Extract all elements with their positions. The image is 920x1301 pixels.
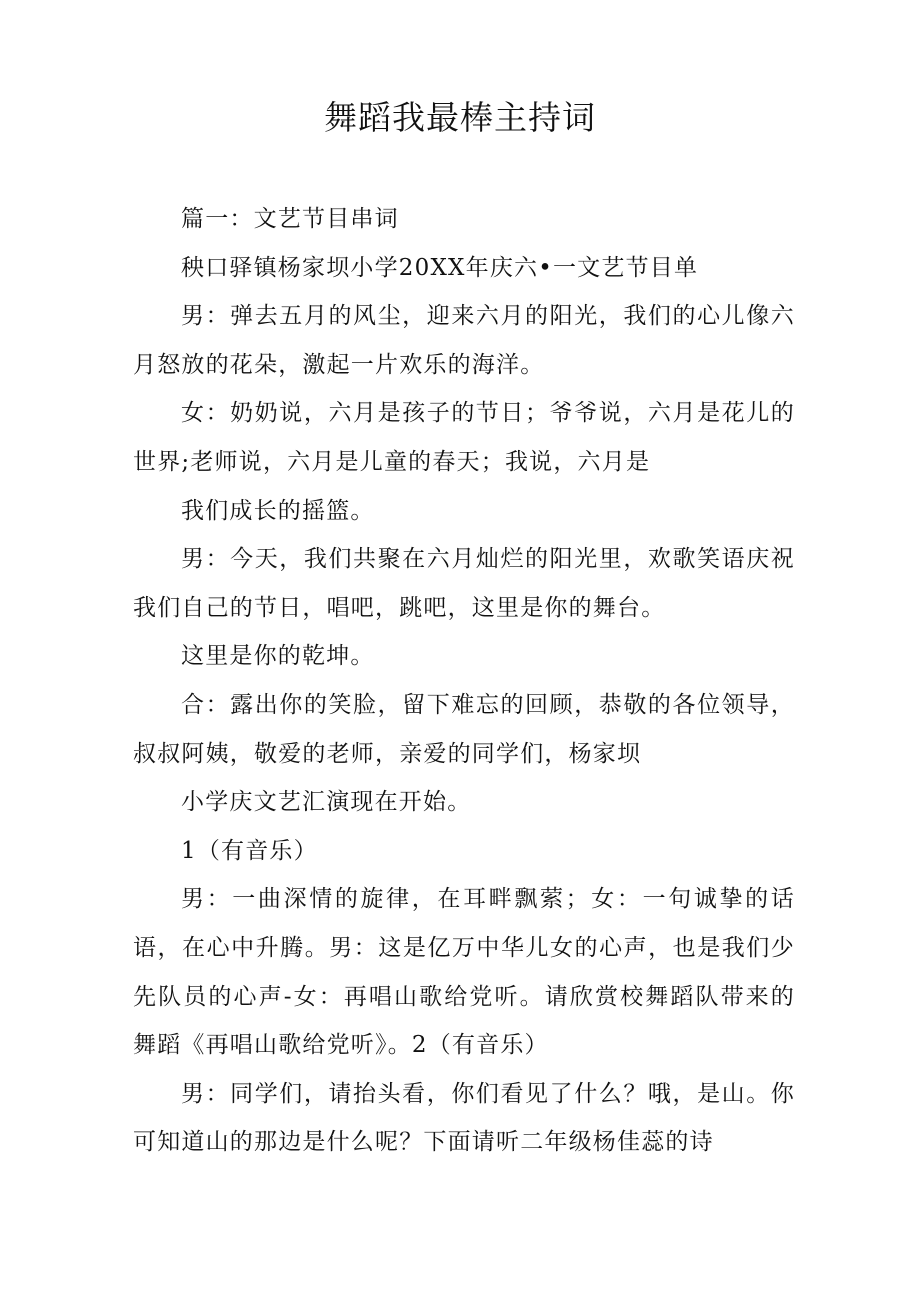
paragraph: 小学庆文艺汇演现在开始。	[181, 789, 472, 816]
paragraph: 男：弹去五月的风尘，迎来六月的阳光，我们的心儿像六月怒放的花朵，激起一片欢乐的海洋。	[133, 303, 795, 378]
paragraph: 秧口驿镇杨家坝小学20XX年庆六•一文艺节目单	[181, 254, 699, 281]
paragraph: 女：奶奶说，六月是孩子的节日；爷爷说，六月是花儿的世界;老师说，六月是儿童的春天；我说，六月是	[133, 400, 795, 475]
paragraph: 男：同学们，请抬头看，你们看见了什么？哦，是山。你可知道山的那边是什么呢？下面请听二年级杨佳蕊的诗	[133, 1080, 795, 1156]
paragraph: 我们成长的摇篮。	[181, 497, 375, 524]
document-body	[133, 195, 795, 1167]
paragraph: 合：露出你的笑脸，留下难忘的回顾，恭敬的各位领导，叔叔阿姨，敬爱的老师，亲爱的同学们，杨家坝	[133, 691, 795, 767]
paragraph: 篇一：文艺节目串词	[181, 206, 399, 232]
paragraph: 1（有音乐）	[181, 837, 318, 864]
document-title: 舞蹈我最棒主持词	[324, 98, 596, 137]
paragraph: 这里是你的乾坤。	[181, 643, 375, 670]
paragraph: 男：一曲深情的旋律，在耳畔飘萦；女：一句诚挚的话语，在心中升腾。男：这是亿万中华儿女的心声，也是我们少先队员的心声-女：再唱山歌给党听。请欣赏校舞蹈队带来的舞蹈《再唱山歌给党听》。2（有音乐）	[133, 886, 795, 1059]
paragraph: 男：今天，我们共聚在六月灿烂的阳光里，欢歌笑语庆祝我们自己的节日，唱吧，跳吧，这里是你的舞台。	[133, 546, 795, 621]
